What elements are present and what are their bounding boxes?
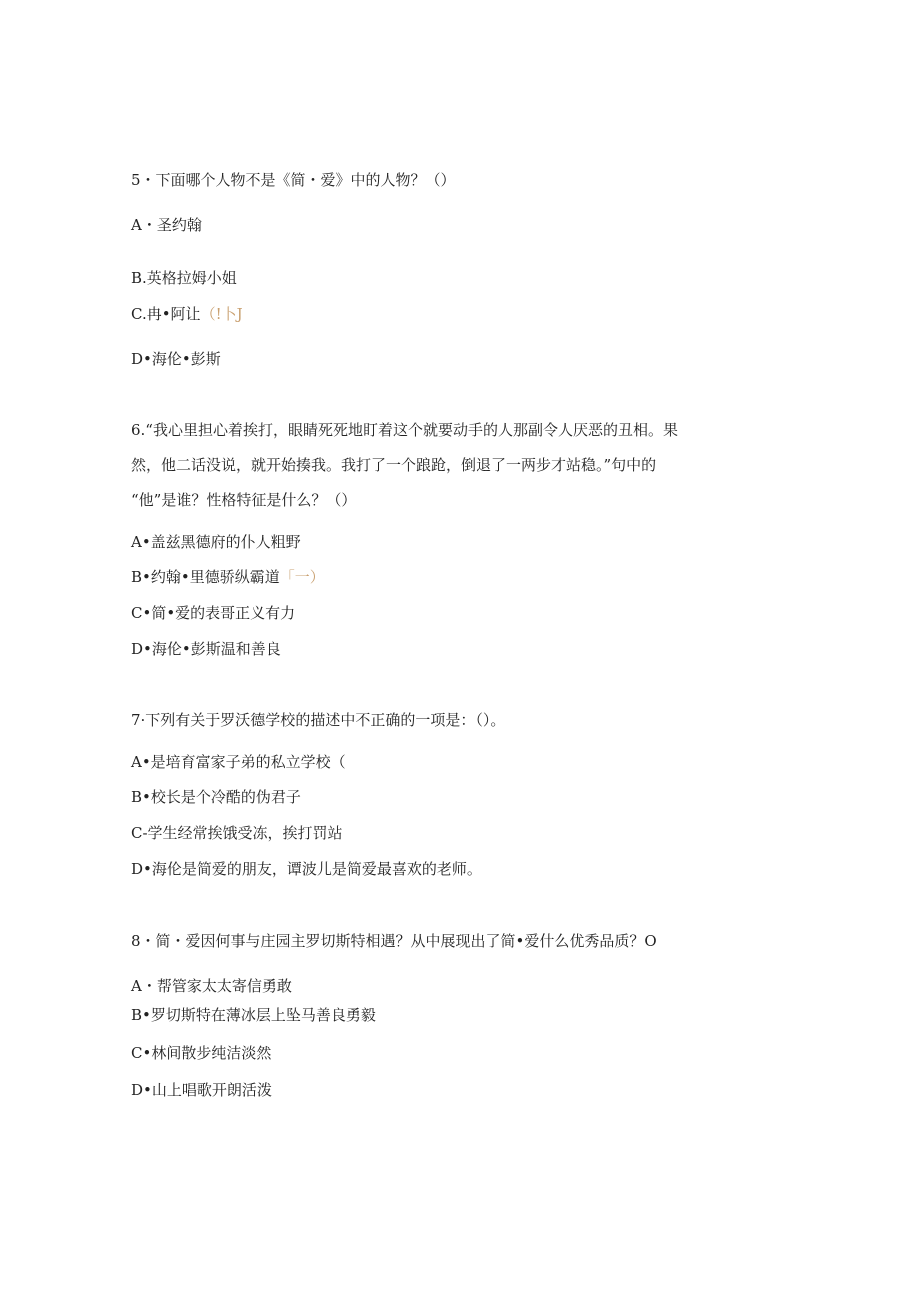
question-5-option-c xyxy=(131,304,243,324)
question-6-option-c: C•简•爱的表哥正义有力 xyxy=(131,604,296,622)
question-8-option-b: B•罗切斯特在薄冰层上坠马善良勇毅 xyxy=(131,1006,376,1024)
question-8-option-d: D•山上唱歌开朗活泼 xyxy=(131,1081,272,1099)
question-7-option-c: C-学生经常挨饿受冻，挨打罚站 xyxy=(131,824,343,842)
question-8-option-a: A・帮管家太太寄信勇敢 xyxy=(131,977,292,995)
question-6-option-d: D•海伦•彭斯温和善良 xyxy=(131,640,281,658)
question-6-stem-line-1: 6.“我心里担心着挨打，眼睛死死地盯着这个就要动手的人那副令人厌恶的丑相。果 xyxy=(131,421,678,439)
question-7-option-a: A•是培育富家子弟的私立学校（ xyxy=(131,753,346,771)
question-5-stem: 5・下面哪个人物不是《简・爱》中的人物？（） xyxy=(131,171,456,189)
question-5-option-d: D•海伦•彭斯 xyxy=(131,350,221,368)
question-5-option-a: A・圣约翰 xyxy=(131,216,202,234)
question-8-stem: 8・简・爱因何事与庄园主罗切斯特相遇？从中展现出了简•爱什么优秀品质？O xyxy=(131,932,657,950)
handwritten-note: （!卜J xyxy=(200,305,243,323)
handwritten-note: 「一） xyxy=(279,568,325,586)
option-text: C.冉•阿让 xyxy=(131,305,201,323)
question-6-stem-line-2: 然，他二话没说，就开始揍我。我打了一个踉跄，倒退了一两步才站稳。”句中的 xyxy=(131,456,657,474)
question-6-option-b xyxy=(131,567,325,587)
question-6-option-a: A•盖兹黑德府的仆人粗野 xyxy=(131,533,301,551)
question-7-option-d: D•海伦是简爱的朋友，谭波儿是简爱最喜欢的老师。 xyxy=(131,860,482,878)
question-7-option-b: B•校长是个冷酷的伪君子 xyxy=(131,788,301,806)
question-5-option-b: B.英格拉姆小姐 xyxy=(131,269,237,287)
option-text: B•约翰•里德骄纵霸道 xyxy=(131,568,280,586)
question-8-option-c: C•林间散步纯洁淡然 xyxy=(131,1044,272,1062)
question-7-stem: 7·下列有关于罗沃德学校的描述中不正确的一项是：（）。 xyxy=(131,711,506,729)
question-6-stem-line-3: “他”是谁？性格特征是什么？（） xyxy=(131,491,357,509)
